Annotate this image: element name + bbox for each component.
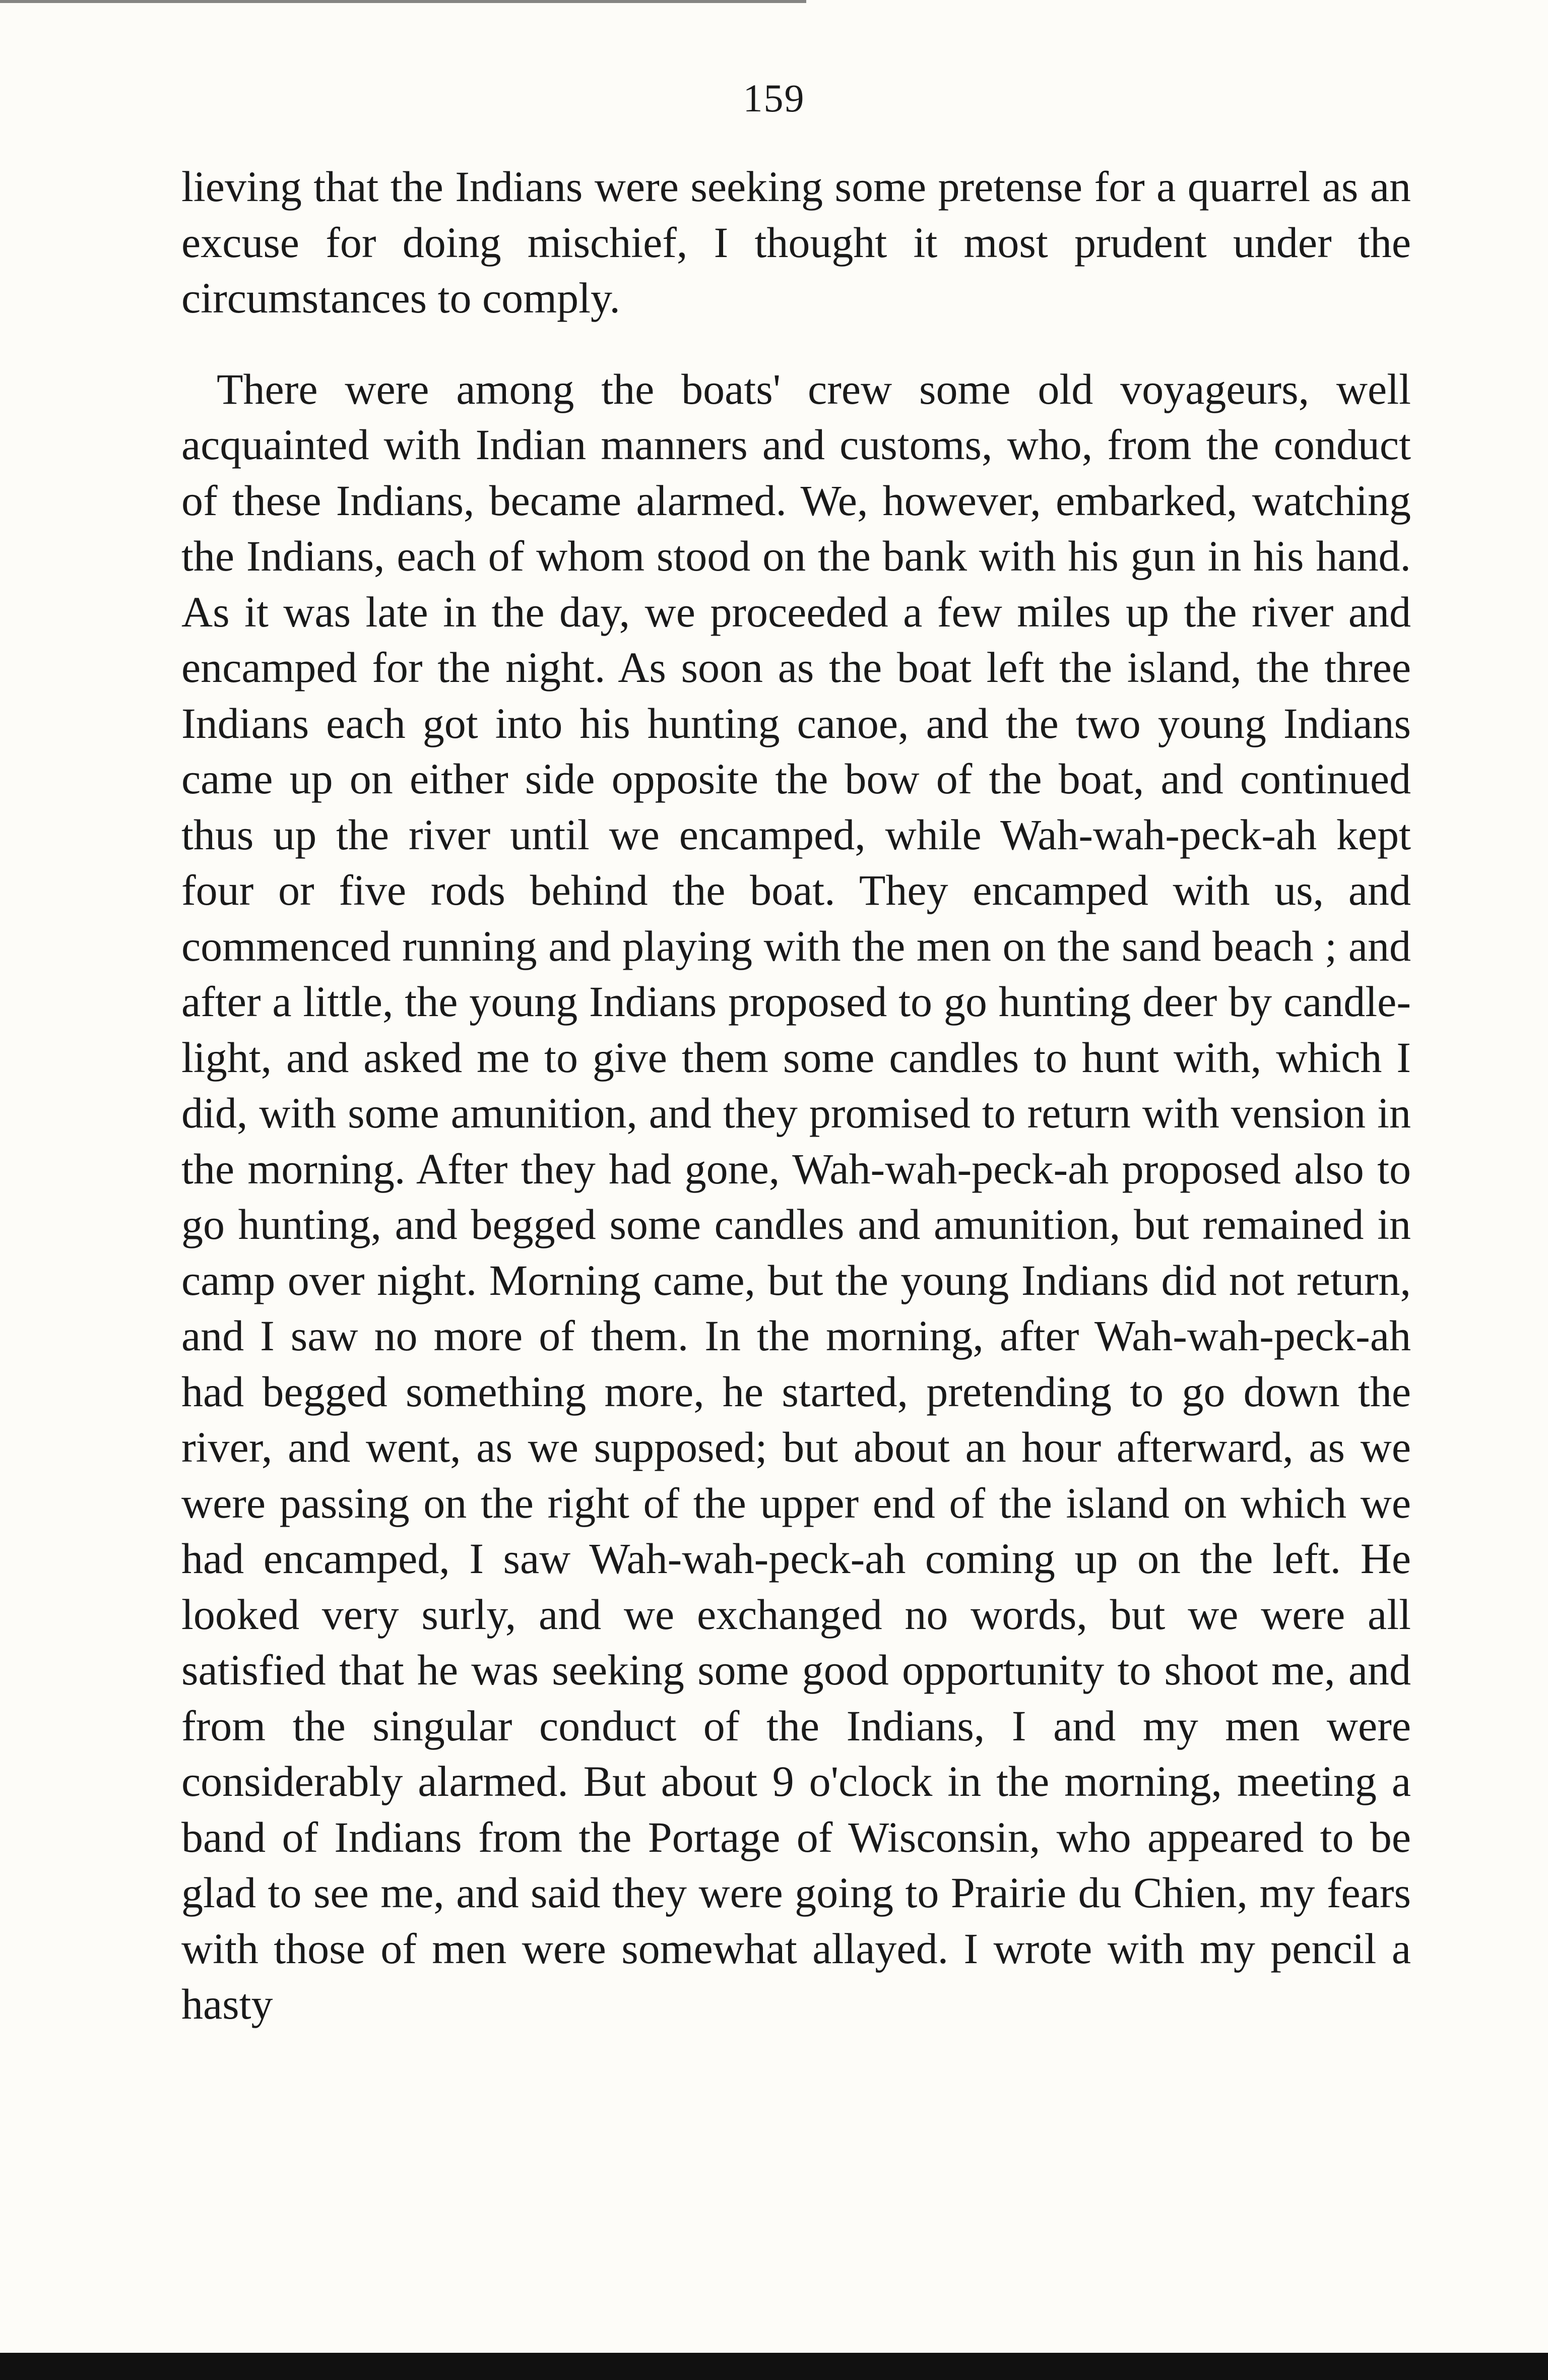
page-number: 159 — [743, 76, 805, 120]
top-edge-rule — [0, 0, 806, 3]
paragraph-2: There were among the boats' crew some old voyageurs, well acquainted with Indian manners and customs, who, from the conduct of these Indians, became alarmed. We, however, embarked, watching the Indians, each of whom stood on the bank with his gun in his hand. As it was late in the day, we proceeded a few miles up the river and encamped for the night. As soon as the boat left the island, the three Indians each got into his hunting canoe, and the two young Indians came up on either side opposite the bow of the boat, and continued thus up the river until we encamped, while Wah-wah-peck-ah kept four or five rods behind the boat. They encamped with us, and commenced running and playing with the men on the sand beach ; and after a little, the young Indians proposed to go hunting deer by candle-light, and asked me to give them some candles to hunt with, which I did, with some amunition, and they promised to return with vension in the morning. After they had gone, Wah-wah-peck-ah proposed also to go hunting, and begged some candles and amunition, but remained in camp over night. Morning came, but the young Indians did not return, and I saw no more of them. In the morning, after Wah-wah-peck-ah had begged something more, he started, pretending to go down the river, and went, as we supposed; but about an hour afterward, as we were passing on the right of the upper end of the island on which we had encamped, I saw Wah-wah-peck-ah coming up on the left. He looked very surly, and we exchanged no words, but we were all satisfied that he was seeking some good opportunity to shoot me, and from the singular conduct of the Indians, I and my men were considerably alarmed. But about 9 o'clock in the morning, meeting a band of Indians from the Portage of Wisconsin, who appeared to be glad to see me, and said they were going to Prairie du Chien, my fears with those of men were somewhat allayed. I wrote with my pencil a hasty — [181, 364, 1411, 2028]
page-body — [181, 159, 1411, 2032]
bottom-edge-rule — [0, 2353, 1548, 2380]
paragraph-1: lieving that the Indians were seeking some pretense for a quarrel as an excuse for doing mischief, I thought it most prudent under the circumstances to comply. — [181, 162, 1411, 322]
